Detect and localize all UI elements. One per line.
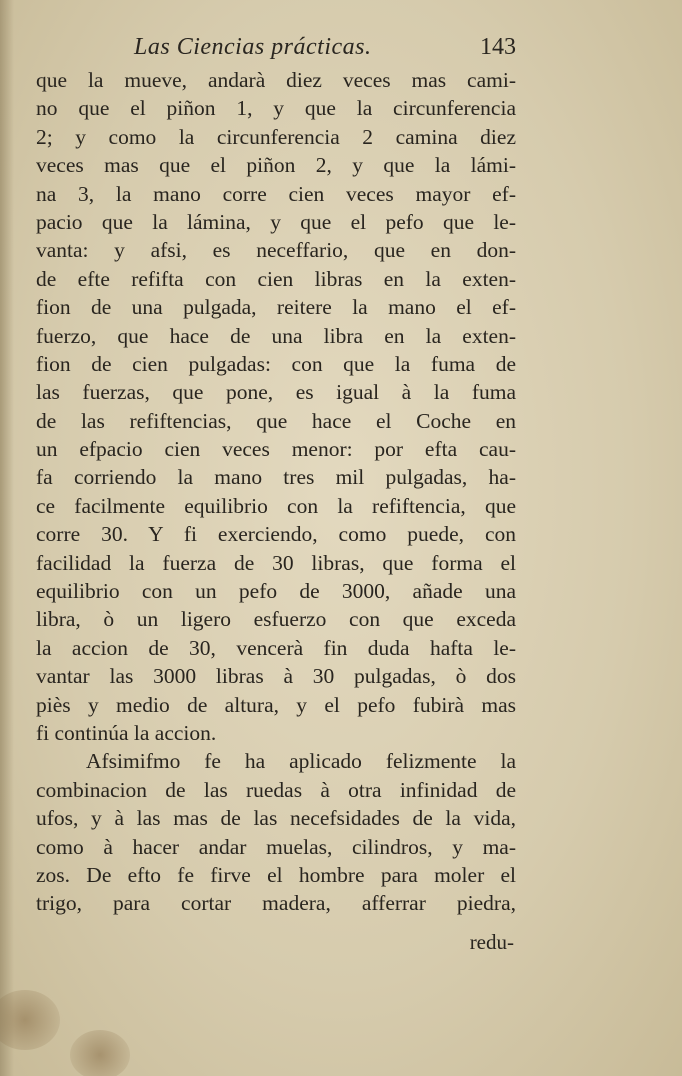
running-title: Las Ciencias prácticas. [134,34,372,60]
body-text [36,66,516,918]
text-line: no que el piñon 1, y que la circunferencia [36,96,516,121]
text-line: fuerzo, que hace de una libra en la exten- [36,323,516,348]
foxing-stain [70,1030,130,1076]
text-line: trigo, para cortar madera, afferrar piedra, [36,891,516,916]
text-line: la accion de 30, vencerà fin duda hafta le- [36,635,516,660]
text-line: equilibrio con un pefo de 3000, añade una [36,579,516,604]
text-line: fa corriendo la mano tres mil pulgadas, ha- [36,465,516,490]
catchword: redu- [469,930,514,954]
text-line: ce facilmente equilibrio con la refiftencia, que [36,493,516,518]
foxing-stain [0,990,60,1050]
text-line: ufos, y à las mas de las necefsidades de la vida, [36,806,516,831]
text-line: las fuerzas, que pone, es igual à la fuma [36,380,516,405]
text-line: fion de cien pulgadas: con que la fuma de [36,351,516,376]
text-line: vantar las 3000 libras à 30 pulgadas, ò dos [36,664,516,689]
text-line: piès y medio de altura, y el pefo fubirà mas [36,692,516,717]
text-line: fi continúa la accion. [36,720,217,745]
text-line: pacio que la lámina, y que el pefo que le- [36,209,516,234]
text-line: zos. De efto fe firve el hombre para moler el [36,862,516,887]
text-line: combinacion de las ruedas à otra infinidad de [36,777,516,802]
text-line: libra, ò un ligero esfuerzo con que exceda [36,607,516,632]
text-line: de efte refifta con cien libras en la exten- [36,266,516,291]
page-number: 143 [480,34,516,60]
text-line: facilidad la fuerza de 30 libras, que forma el [36,550,516,575]
text-line: veces mas que el piñon 2, y que la lámi- [36,153,516,178]
text-line: un efpacio cien veces menor: por efta cau- [36,437,516,462]
text-line: de las refiftencias, que hace el Coche en [36,408,516,433]
text-line: na 3, la mano corre cien veces mayor ef- [36,181,516,206]
text-line: corre 30. Y fi exerciendo, como puede, con [36,522,516,547]
text-line: vanta: y afsi, es neceffario, que en don- [36,238,516,263]
text-line: 2; y como la circunferencia 2 camina diez [36,124,516,149]
text-line: como à hacer andar muelas, cilindros, y ma- [36,834,516,859]
page-header [36,34,516,68]
text-line: Afsimifmo fe ha aplicado felizmente la [86,749,516,774]
page-edge-shadow [0,0,14,1076]
text-line: que la mueve, andarà diez veces mas cami- [36,68,516,92]
text-line: fion de una pulgada, reitere la mano el ef- [36,295,516,320]
